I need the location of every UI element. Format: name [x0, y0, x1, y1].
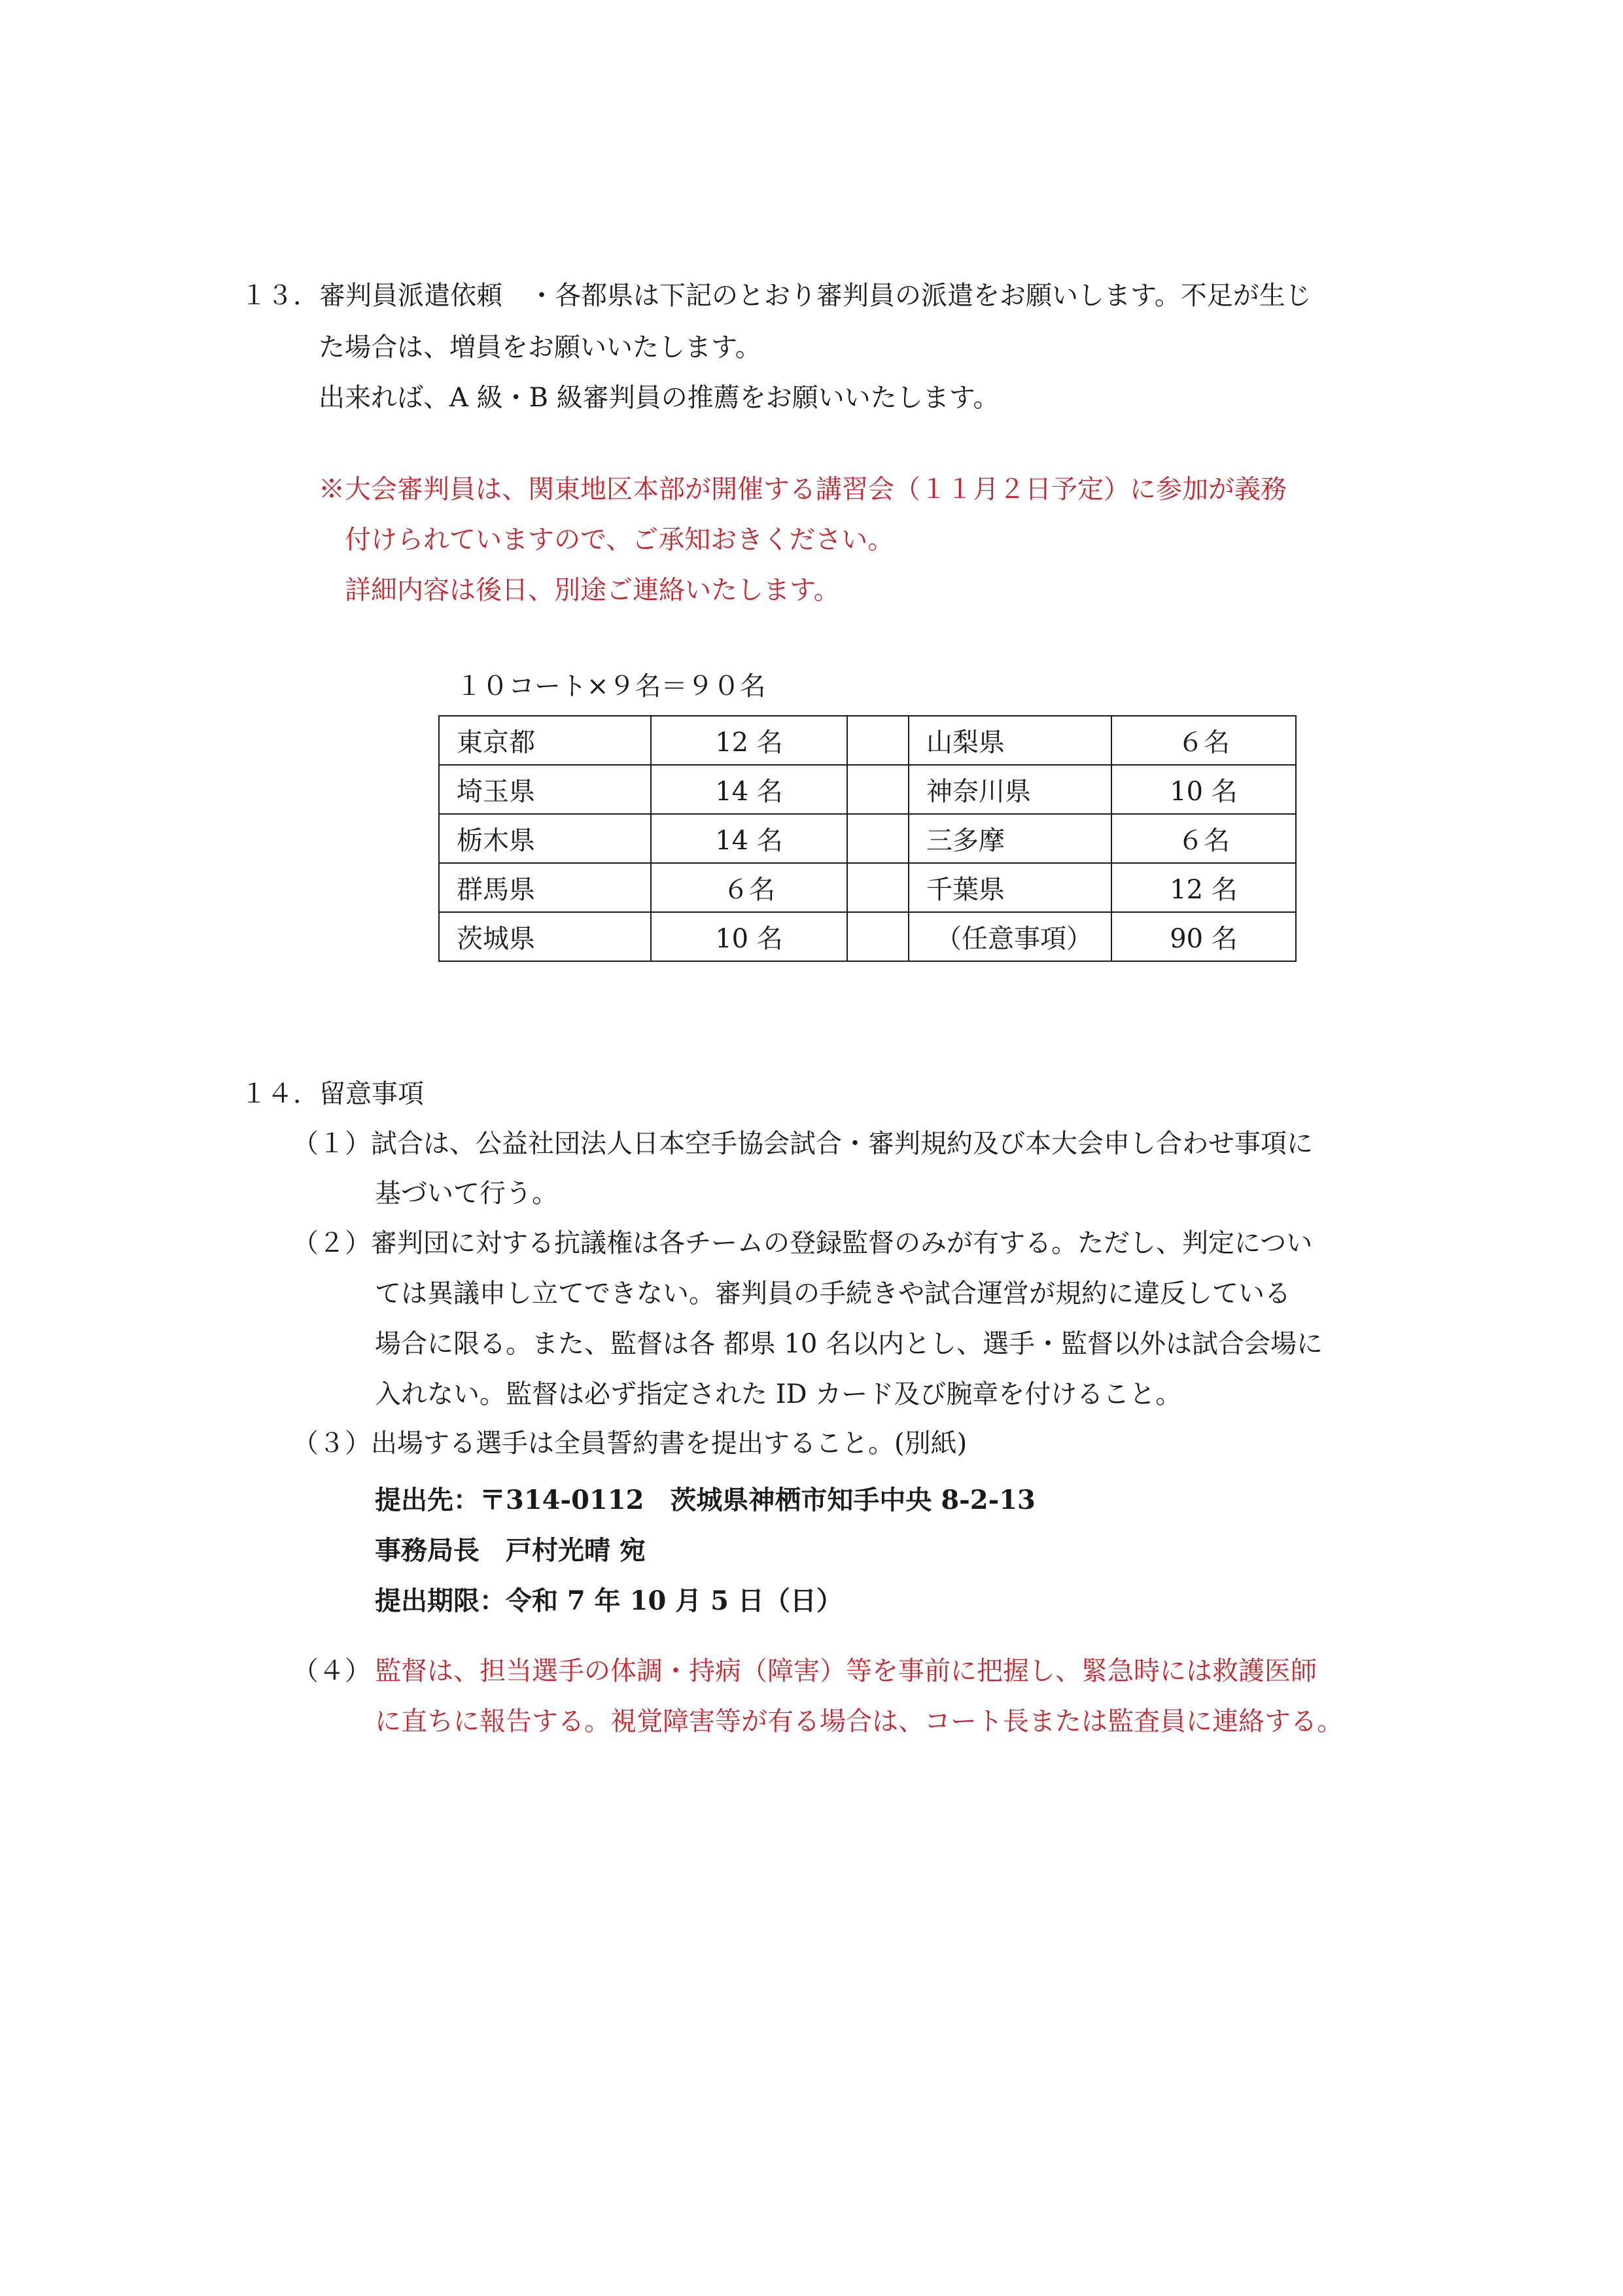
item-1-line-1: （１）試合は、公益社団法人日本空手協会試合・審判規約及び本大会申し合わせ事項に [292, 1129, 1313, 1159]
blank-cell [847, 814, 909, 863]
submission-deadline: 提出期限：令和 7 年 10 月 5 日（日） [375, 1585, 843, 1616]
referee-allocation-table [438, 715, 1297, 962]
prefecture-cell: 群馬県 [439, 863, 651, 912]
item-4-line-2: に直ちに報告する。視覚障害等が有る場合は、コート長または監査員に連絡する。 [375, 1706, 1343, 1737]
seminar-notice-line-3: 詳細内容は後日、別途ご連絡いたします。 [345, 575, 840, 605]
item-2-line-2: ては異議申し立てできない。審判員の手続きや試合運営が規約に違反している [375, 1279, 1291, 1309]
count-cell: 14 名 [651, 814, 847, 863]
count-cell: ６名 [1111, 716, 1296, 765]
item-1-line-2: 基づいて行う。 [375, 1178, 558, 1209]
optional-item-cell: （任意事項） [909, 912, 1111, 961]
count-cell: ６名 [1111, 814, 1296, 863]
item-4-number: （４） [292, 1656, 371, 1686]
section-14-heading: １４．留意事項 [241, 1079, 424, 1109]
table-row [439, 814, 1296, 863]
item-2-line-1: （２）審判団に対する抗議権は各チームの登録監督のみが有する。ただし、判定につい [292, 1228, 1313, 1258]
section-13-line-3: 出来れば、A 級・B 級審判員の推薦をお願いいたします。 [319, 383, 1000, 413]
blank-cell [847, 716, 909, 765]
prefecture-cell: 神奈川県 [909, 765, 1111, 814]
item-2-line-3: 場合に限る。また、監督は各 都県 10 名以内とし、選手・監督以外は試合会場に [375, 1329, 1323, 1359]
section-13-heading: １３．審判員派遣依頼 ・各都県は下記のとおり審判員の派遣をお願いします。不足が生じ [241, 281, 1312, 311]
item-4-line-1: 監督は、担当選手の体調・持病（障害）等を事前に把握し、緊急時には救護医師 [375, 1656, 1317, 1686]
prefecture-cell: 山梨県 [909, 716, 1111, 765]
prefecture-cell: 茨城県 [439, 912, 651, 961]
submission-address: 提出先：〒314-0112 茨城県神栖市知手中央 8-2-13 [375, 1485, 1036, 1515]
table-row [439, 765, 1296, 814]
count-cell: 12 名 [1111, 863, 1296, 912]
blank-cell [847, 863, 909, 912]
prefecture-cell: 東京都 [439, 716, 651, 765]
count-cell: ６名 [651, 863, 847, 912]
count-cell: 14 名 [651, 765, 847, 814]
prefecture-cell: 埼玉県 [439, 765, 651, 814]
table-row [439, 863, 1296, 912]
referee-formula: １０コート×９名＝９０名 [456, 671, 766, 701]
prefecture-cell: 千葉県 [909, 863, 1111, 912]
total-cell: 90 名 [1111, 912, 1296, 961]
seminar-notice-line-2: 付けられていますので、ご承知おきください。 [345, 525, 894, 555]
prefecture-cell: 栃木県 [439, 814, 651, 863]
count-cell: 12 名 [651, 716, 847, 765]
item-3-line: （３）出場する選手は全員誓約書を提出すること。(別紙) [292, 1428, 968, 1458]
seminar-notice-line-1: ※大会審判員は、関東地区本部が開催する講習会（１１月２日予定）に参加が義務 [319, 474, 1287, 504]
submission-recipient: 事務局長 戸村光晴 宛 [375, 1535, 646, 1566]
prefecture-cell: 三多摩 [909, 814, 1111, 863]
count-cell: 10 名 [1111, 765, 1296, 814]
blank-cell [847, 912, 909, 961]
count-cell: 10 名 [651, 912, 847, 961]
section-13-line-2: た場合は、増員をお願いいたします。 [319, 332, 761, 362]
table-row [439, 716, 1296, 765]
blank-cell [847, 765, 909, 814]
table-row [439, 912, 1296, 961]
item-2-line-4: 入れない。監督は必ず指定された ID カード及び腕章を付けること。 [375, 1379, 1182, 1409]
